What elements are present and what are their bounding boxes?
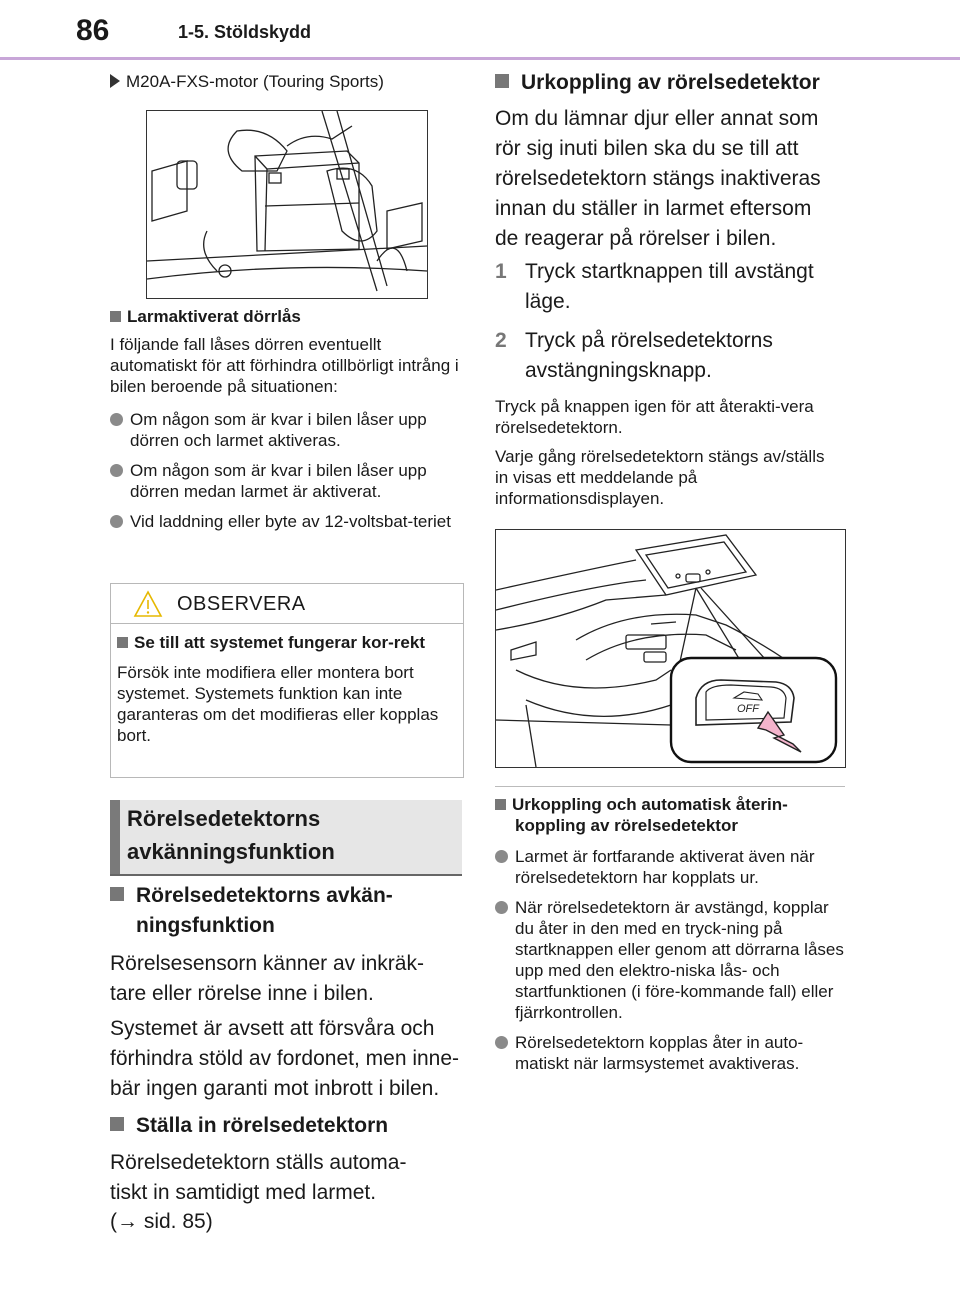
notice-header [111,584,463,624]
section-divider [495,786,845,787]
list-item-text: Rörelsedetektorn kopplas åter in auto-matiskt när larmsystemet avaktiveras. [515,1033,804,1073]
list-item-text: Larmet är fortfarande aktiverat även när rörelsedetektorn har kopplats ur. [515,847,815,887]
square-marker-icon [495,74,509,88]
list-item-text: Vid laddning eller byte av 12-voltsbat-teriet [130,512,451,531]
step-text: Tryck på rörelsedetektorns avstängningsknapp. [525,329,773,382]
bullet-dot-icon [495,1036,508,1049]
auto-heading-text: Urkoppling och automatisk återin-koppling av rörelsedetektor [512,795,788,835]
chapter-title: 1-5. Stöldskydd [178,22,312,42]
disconnect-note1: Tryck på knappen igen för att återakti-vera rörelsedetektorn. [495,397,814,437]
step-number: 1 [495,260,507,283]
step-item [495,257,845,317]
door-lock-heading-text: Larmaktiverat dörrlås [127,307,301,326]
square-marker-icon [110,311,121,322]
bullet-dot-icon [110,413,123,426]
setup-p1: Rörelsedetektorn ställs automa-tiskt in samtidigt med larmet. [110,1151,407,1204]
func-p2: Systemet är avsett att försvåra och förhindra stöld av fordonet, men inne-bär ingen garanti mot inbrott i bilen. [110,1017,460,1100]
square-marker-icon [110,1117,124,1131]
list-item [110,511,465,532]
square-marker-icon [495,799,506,810]
auto-heading [495,794,855,836]
list-item [110,409,465,451]
list-item [495,897,847,1023]
engine-label [110,72,465,92]
off-label: OFF [737,703,759,715]
list-item [110,460,465,502]
bullet-dot-icon [495,901,508,914]
func-heading-text: Rörelsedetektorns avkän-ningsfunktion [136,884,393,937]
bullet-dot-icon [495,850,508,863]
setup-ref[interactable]: (→ sid. 85) [110,1210,213,1233]
step-number: 2 [495,329,507,352]
square-marker-icon [117,637,128,648]
door-lock-heading [110,306,465,327]
door-lock-intro: I följande fall låses dörren eventuellt automatiskt för att förhindra otillbörligt intrång i bilen beroende på situationen: [110,335,459,396]
disconnect-heading [495,68,845,98]
step-item [495,326,845,386]
overhead-console-illustration [496,530,845,767]
notice-title: OBSERVERA [177,593,306,615]
notice-heading-text: Se till att systemet fungerar kor-rekt [134,633,425,652]
warning-triangle-icon [133,590,163,618]
header-rule [0,57,960,60]
square-marker-icon [110,887,124,901]
section-title-box [110,800,462,876]
door-lock-bullets [110,409,465,532]
section-title: Rörelsedetektorns avkänningsfunktion [127,806,335,864]
disconnect-steps [495,257,845,386]
list-item-text: Om någon som är kvar i bilen låser upp dörren och larmet aktiveras. [130,410,427,450]
list-item [495,1032,847,1074]
list-item [495,846,847,888]
battery-illustration [147,111,427,298]
func-p1: Rörelsesensorn känner av inkräk-tare eller rörelse inne i bilen. [110,952,424,1005]
setup-heading-text: Ställa in rörelsedetektorn [136,1114,389,1137]
page-number: 86 [76,14,110,47]
notice-body [111,624,463,746]
battery-figure [146,110,428,299]
switch-figure [495,529,846,768]
list-item-text: Om någon som är kvar i bilen låser upp dörren medan larmet är aktiverat. [130,461,427,501]
engine-label-text: M20A-FXS-motor (Touring Sports) [126,72,384,91]
step-text: Tryck startknappen till avstängt läge. [525,260,814,313]
notice-text: Försök inte modifiera eller montera bort systemet. Systemets funktion kan inte garanteras om det modifieras eller kopplas bort. [117,663,439,745]
bullet-dot-icon [110,464,123,477]
disconnect-heading-text: Urkoppling av rörelsedetektor [521,71,820,94]
disconnect-note2: Varje gång rörelsedetektorn stängs av/ställs in visas ett meddelande på informationsdisplayen. [495,447,825,508]
auto-bullets [495,846,847,1074]
list-item-text: När rörelsedetektorn är avstängd, kopplar du åter in den med en tryck-ning på startknappen eller genom att dörrarna låses upp med den elektro-niska lås- och startfunktionen (i före-kommande fall) eller fjärrkontrollen. [515,898,844,1022]
notice-box [110,583,464,778]
notice-heading [117,632,453,653]
section-bar [110,800,120,874]
func-heading [110,881,456,941]
bullet-dot-icon [110,515,123,528]
disconnect-intro: Om du lämnar djur eller annat som rör sig inuti bilen ska du se till att rörelsedetektorn stängs inaktiveras innan du ställer in larmet eftersom de reagerar på rörelser i bilen. [495,107,821,250]
triangle-marker-icon [110,74,120,88]
setup-heading [110,1111,465,1141]
